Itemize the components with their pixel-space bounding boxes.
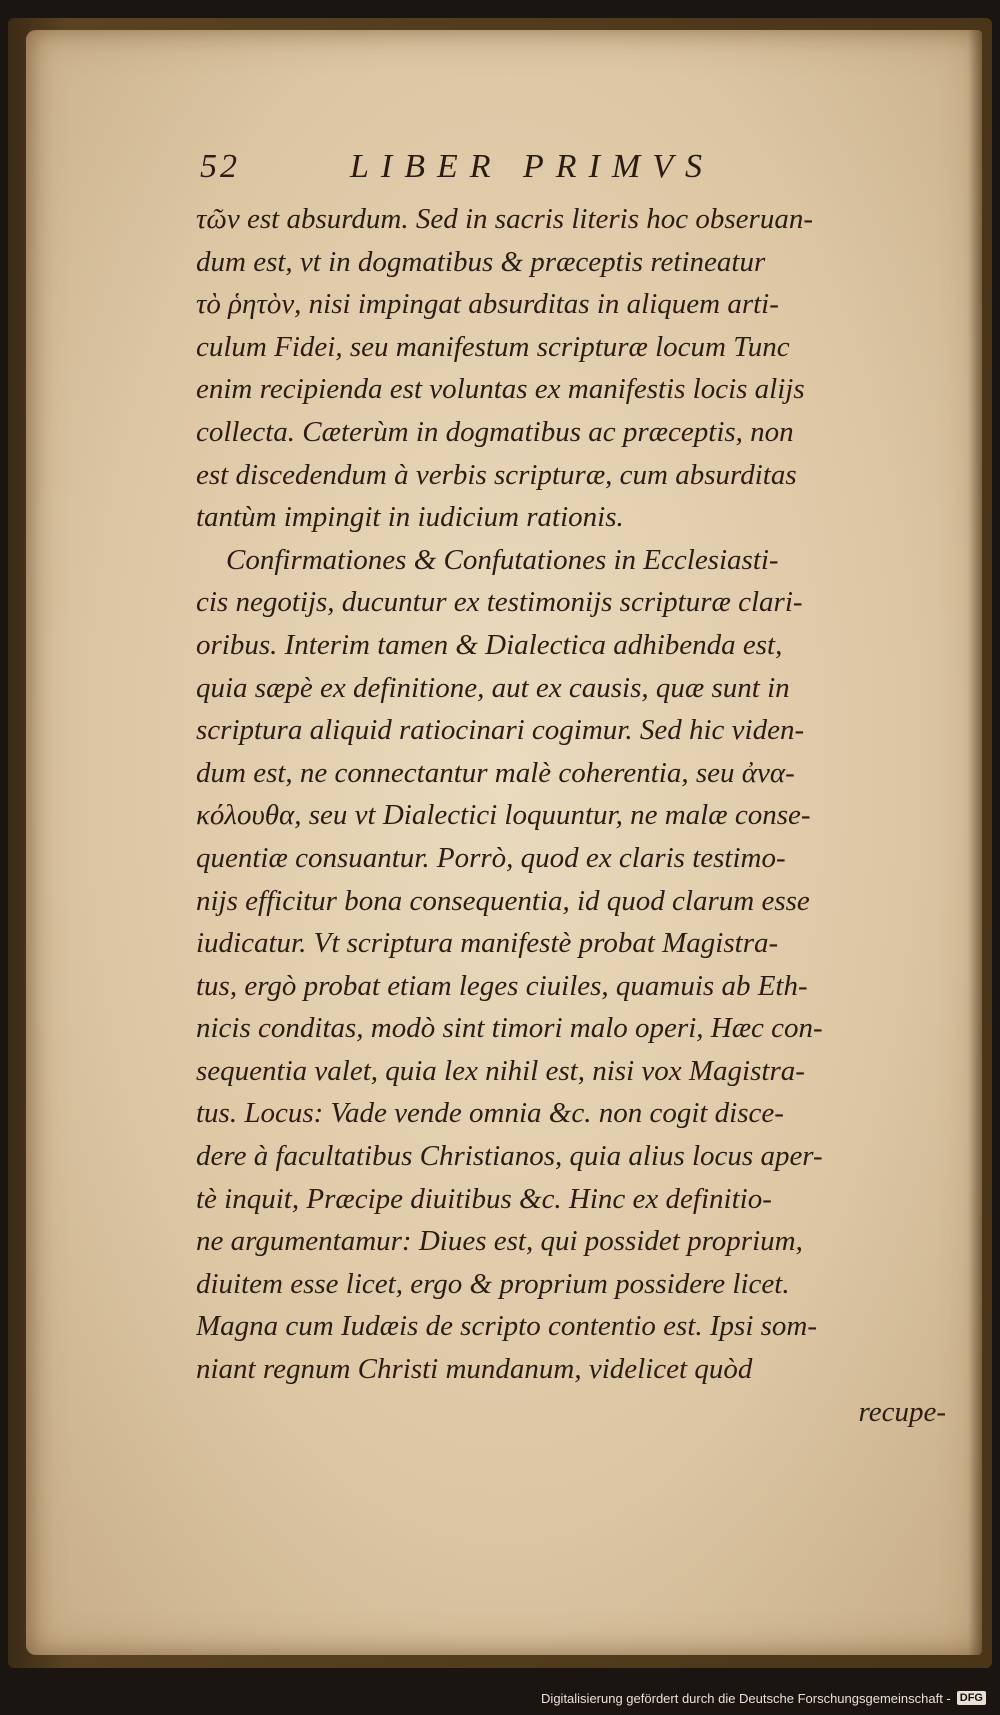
text-line: niant regnum Christi mundanum, videlicet quòd — [196, 1353, 753, 1386]
text-line: nicis conditas, modò sint timori malo operi, Hæc con- — [196, 1012, 823, 1045]
text-line: τῶν est absurdum. Sed in sacris literis hoc obseruan- — [196, 203, 813, 235]
page-header — [200, 148, 800, 192]
page-number: 52 — [200, 148, 240, 185]
text-line: cis negotijs, ducuntur ex testimonijs scripturæ clari- — [196, 586, 803, 619]
text-line: quentiæ consuantur. Porrò, quod ex claris testimo- — [196, 841, 786, 874]
text-line: oribus. Interim tamen & Dialectica adhibenda est, — [196, 628, 783, 661]
footer — [541, 1689, 986, 1707]
text-line: tè inquit, Præcipe diuitibus &c. Hinc ex definitio- — [196, 1182, 772, 1215]
text-line: culum Fidei, seu manifestum scripturæ locum Tunc — [196, 330, 790, 363]
text-line: Confirmationes & Confutationes in Ecclesiasti- — [226, 543, 779, 576]
text-line: tus, ergò probat etiam leges ciuiles, quamuis ab Eth- — [196, 969, 808, 1002]
text-line: dere à facultatibus Christianos, quia alius locus aper- — [196, 1140, 823, 1173]
text-line: nijs efficitur bona consequentia, id quod clarum esse — [196, 884, 810, 917]
text-line: κόλουθα, seu vt Dialectici loquuntur, ne malæ conse- — [196, 799, 811, 832]
text-line: diuitem esse licet, ergo & proprium possidere licet. — [196, 1267, 790, 1300]
running-title: LIBER PRIMVS — [350, 148, 714, 185]
text-line: iudicatur. Vt scriptura manifestè probat Magistra- — [196, 927, 779, 960]
text-line: sequentia valet, quia lex nihil est, nisi vox Magistra- — [196, 1054, 805, 1087]
text-line: dum est, ne connectantur malè coherentia, seu ἀνα- — [196, 756, 795, 789]
funding-note: Digitalisierung gefördert durch die Deutsche Forschungsgemeinschaft - — [541, 1690, 951, 1706]
text-line: collecta. Cæterùm in dogmatibus ac præceptis, non — [196, 415, 794, 448]
text-line: tus. Locus: Vade vende omnia &c. non cogit disce- — [196, 1097, 784, 1130]
text-line: enim recipienda est voluntas ex manifestis locis alijs — [196, 373, 805, 406]
body-text — [196, 198, 956, 1433]
text-line: quia sæpè ex definitione, aut ex causis, quæ sunt in — [196, 671, 790, 704]
text-line: tantùm impingit in iudicium rationis. — [196, 501, 624, 534]
text-line: ne argumentamur: Diues est, qui possidet proprium, — [196, 1225, 803, 1258]
catchword: recupe- — [858, 1395, 946, 1428]
text-line: scriptura aliquid ratiocinari cogimur. Sed hic viden- — [196, 714, 805, 747]
text-line: dum est, vt in dogmatibus & præceptis retineatur — [196, 245, 766, 278]
text-line: τὸ ῥητὸν, nisi impingat absurditas in aliquem arti- — [196, 288, 779, 321]
text-line: Magna cum Iudæis de scripto contentio est. Ipsi som- — [196, 1310, 818, 1343]
text-line: est discedendum à verbis scripturæ, cum absurditas — [196, 458, 797, 491]
dfg-logo: DFG — [957, 1691, 986, 1705]
